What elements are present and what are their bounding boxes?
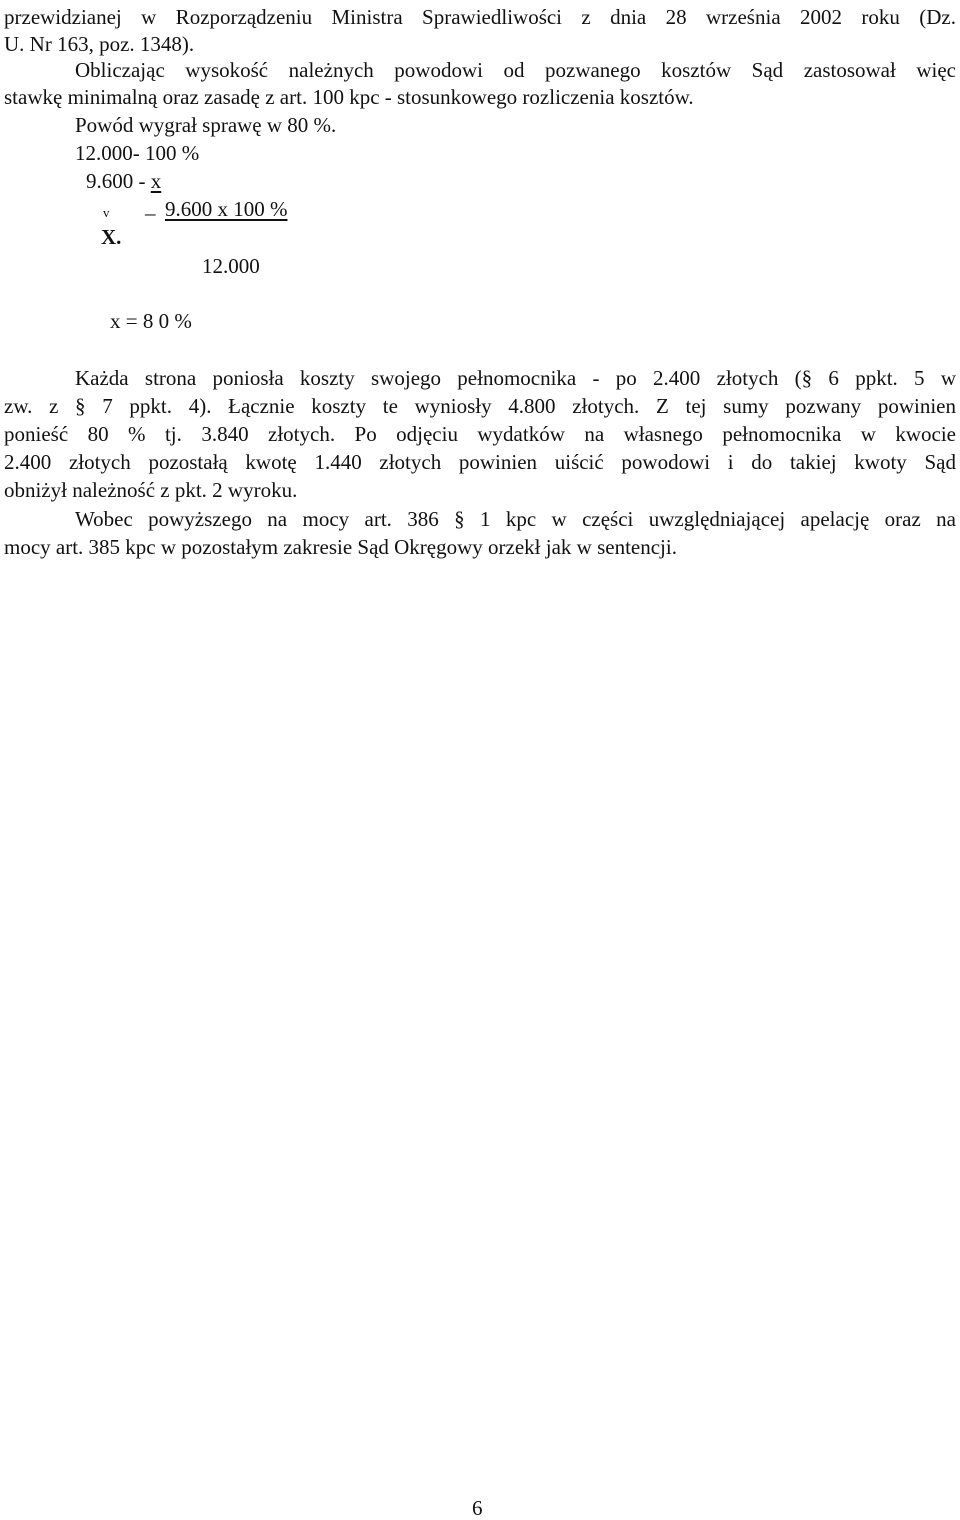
calc-result: x = 8 0 % xyxy=(110,309,192,333)
calc-dash: _ xyxy=(145,194,156,218)
text-line: zw. z § 7 ppkt. 4). Łącznie koszty te wyniosły 4.800 złotych. Z tej sumy pozwany powinien xyxy=(4,394,956,418)
calc-proportion-line-2 xyxy=(86,171,161,192)
calc-proportion-line-1: 12.000- 100 % xyxy=(75,141,200,165)
text-line: stawkę minimalną oraz zasadę z art. 100 kpc - stosunkowego rozliczenia kosztów. xyxy=(4,85,694,109)
text-line: ponieść 80 % tj. 3.840 złotych. Po odjęciu wydatków na własnego pełnomocnika w kwocie xyxy=(4,422,956,446)
text-line: obniżył należność z pkt. 2 wyroku. xyxy=(4,478,298,502)
text-line: mocy art. 385 kpc w pozostałym zakresie Sąd Okręgowy orzekł jak w sentencji. xyxy=(4,535,677,559)
text-line: Każda strona poniosła koszty swojego pełnomocnika - po 2.400 złotych (§ 6 ppkt. 5 w xyxy=(75,366,956,390)
calc-value: 9.600 - xyxy=(86,169,151,193)
page-number: 6 xyxy=(472,1496,483,1520)
text-line: Obliczając wysokość należnych powodowi od pozwanego kosztów Sąd zastosował więc xyxy=(75,58,956,82)
text-line: U. Nr 163, poz. 1348). xyxy=(4,32,195,56)
calc-big-x: X. xyxy=(101,225,122,249)
text-line: Powód wygrał sprawę w 80 %. xyxy=(75,113,337,137)
calc-small-v: v xyxy=(103,205,110,220)
text-line: Wobec powyższego na mocy art. 386 § 1 kpc w części uwzględniającej apelację oraz na xyxy=(75,507,956,531)
calc-unknown: x xyxy=(150,169,162,193)
calc-numerator: 9.600 x 100 % xyxy=(165,197,288,221)
calc-denominator: 12.000 xyxy=(202,254,260,278)
text-line: przewidzianej w Rozporządzeniu Ministra Sprawiedliwości z dnia 28 września 2002 roku (Dz. xyxy=(4,5,956,29)
text-line: 2.400 złotych pozostałą kwotę 1.440 złotych powinien uiścić powodowi i do takiej kwoty Sąd xyxy=(4,450,956,474)
